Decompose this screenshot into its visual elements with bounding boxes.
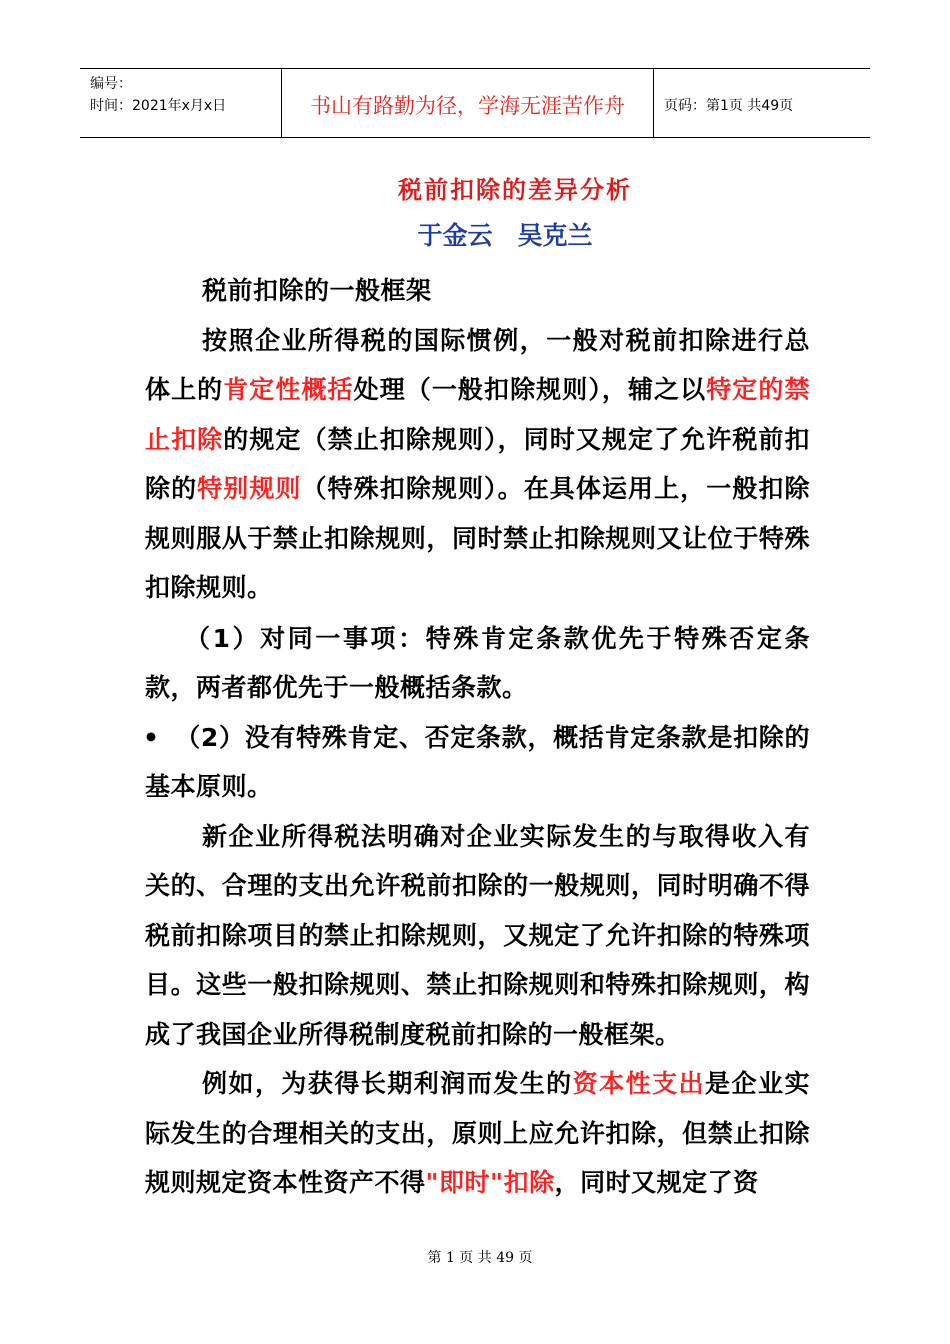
- document-title: 税前扣除的差异分析: [398, 175, 632, 204]
- document-number-label: 编号：: [90, 76, 132, 92]
- paragraph-text: （2）没有特殊肯定、否定条款，概括肯定条款是扣除的基本原则。: [145, 722, 810, 801]
- section-heading: 税前扣除的一般框架: [202, 276, 432, 305]
- highlight-text: "即时"扣除: [425, 1168, 555, 1197]
- paragraph-text: 是企业实际发生的合理相关的支出，原则上应允许扣除，但禁止扣除规则规定资本性资产不得: [145, 1069, 810, 1197]
- document-date: 时间：2021年x月x日: [90, 98, 227, 114]
- paragraph-new-law: 新企业所得税法明确对企业实际发生的与取得收入有关的、合理的支出允许税前扣除的一般规则，同时明确不得税前扣除项目的禁止扣除规则，又规定了允许扣除的特殊项目。这些一般扣除规则、禁止扣除规则和特殊扣除规则，构成了我国企业所得税制度税前扣除的一般框架。: [145, 821, 810, 1049]
- bullet-icon: •: [143, 722, 160, 752]
- paragraph-framework: [145, 316, 810, 613]
- document-header: [80, 68, 870, 138]
- paragraph-example: [145, 1059, 810, 1208]
- paragraph-rule-1: （1）对同一事项：特殊肯定条款优先于特殊否定条款，两者都优先于一般概括条款。: [145, 623, 810, 702]
- header-page-number: 页码：第1页 共49页: [664, 98, 794, 114]
- header-motto: 书山有路勤为径，学海无涯苦作舟: [282, 69, 654, 137]
- paragraph-text: 例如，为获得长期利润而发生的: [202, 1069, 573, 1098]
- document-authors: 于金云 吴克兰: [417, 221, 593, 250]
- paragraph-text: 按照企业所得税的国际惯例，一般对税前扣除进行总体上的: [145, 325, 810, 404]
- document-body: [145, 266, 810, 1208]
- paragraph-text: （特殊扣除规则）。在具体运用上，一般扣除规则服从于禁止扣除规则，同时禁止扣除规则又让位于特殊扣除规则。: [145, 474, 810, 602]
- highlight-text: 资本性支出: [572, 1069, 706, 1098]
- paragraph-text: 处理（一般扣除规则），辅之以: [353, 375, 707, 404]
- highlight-text: 特别规则: [197, 474, 302, 503]
- paragraph-rule-2: [145, 713, 810, 812]
- header-meta: [80, 69, 282, 137]
- paragraph-text: 的规定（禁止扣除规则），同时又规定了允许税前扣除的: [145, 424, 810, 503]
- highlight-text: 肯定性概括: [223, 375, 354, 404]
- page-footer: 第 1 页 共 49 页: [427, 1250, 533, 1266]
- highlight-text: 特定的禁止扣除: [145, 375, 810, 454]
- paragraph-text: ，同时又规定了资: [554, 1168, 759, 1197]
